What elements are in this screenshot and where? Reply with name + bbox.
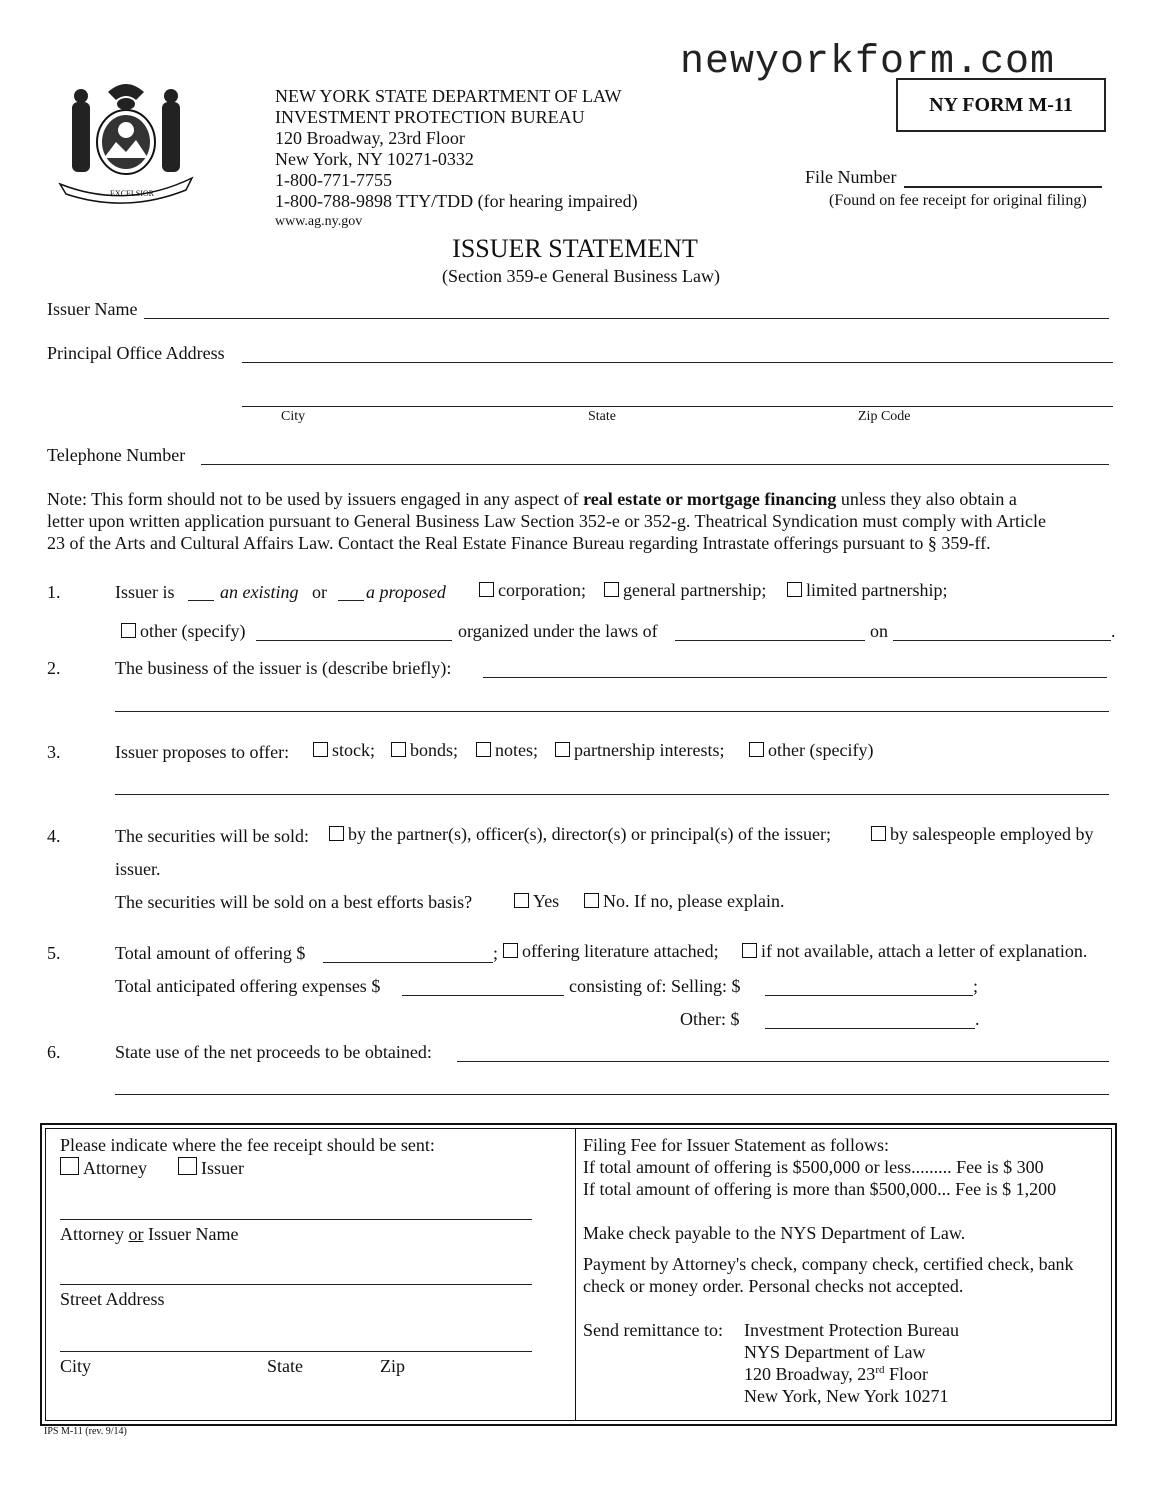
offer-label: Issuer proposes to offer:: [115, 742, 290, 762]
proceeds-label: State use of the net proceeds to be obtained:: [115, 1042, 432, 1062]
best-efforts-no-checkbox[interactable]: No. If no, please explain.: [584, 891, 784, 912]
other-type-input[interactable]: [256, 640, 452, 641]
best-efforts-label: The securities will be sold on a best efforts basis?: [115, 892, 473, 912]
receipt-prompt: Please indicate where the fee receipt should be sent:: [60, 1135, 435, 1155]
expenses-label: Total anticipated offering expenses $: [115, 976, 381, 996]
item-5-number: 5.: [47, 943, 61, 963]
checkbox-icon: [749, 742, 764, 757]
city-caption: City: [281, 409, 306, 424]
state-caption: State: [588, 409, 616, 424]
telephone-label: Telephone Number: [47, 445, 186, 465]
checkbox-icon: [871, 826, 886, 841]
stock-checkbox[interactable]: stock;: [313, 740, 375, 761]
ny-state-seal-icon: [56, 72, 196, 204]
fee-receipt-box-inner: [45, 1128, 1112, 1421]
seal-motto: EXCELSIOR: [110, 189, 154, 198]
laws-of-input[interactable]: [675, 640, 865, 641]
proposed-label: a proposed: [366, 582, 446, 602]
page-subtitle: (Section 359-e General Business Law): [442, 266, 720, 286]
item-2-number: 2.: [47, 658, 61, 678]
receipt-street-label: Street Address: [60, 1289, 165, 1309]
period: .: [1111, 621, 1116, 641]
period-2: .: [975, 1009, 980, 1029]
remit-addr-3: 120 Broadway, 23rd Floor: [744, 1364, 928, 1384]
organized-date-input[interactable]: [893, 640, 1111, 641]
zip-caption: Zip Code: [858, 409, 911, 424]
fee-receipt-box: [40, 1123, 1117, 1426]
existing-label: an existing: [220, 582, 299, 602]
business-input-1[interactable]: [483, 677, 1107, 678]
total-offering-label: Total amount of offering $: [115, 943, 306, 963]
best-efforts-yes-checkbox[interactable]: Yes: [514, 891, 559, 912]
other-security-input[interactable]: [115, 794, 1109, 795]
receipt-state-label: State: [267, 1356, 303, 1376]
sold-by-principals-checkbox[interactable]: by the partner(s), officer(s), director(s) or principal(s) of the issuer;: [329, 824, 831, 845]
receipt-city-label: City: [60, 1356, 92, 1376]
checkbox-icon: [60, 1157, 79, 1175]
payment-text-2: check or money order. Personal checks not accepted.: [583, 1276, 964, 1296]
box-divider: [575, 1129, 576, 1420]
literature-attached-checkbox[interactable]: offering literature attached;: [503, 941, 719, 962]
page-title: ISSUER STATEMENT: [452, 234, 698, 263]
checkbox-icon: [479, 582, 494, 597]
file-number-note: (Found on fee receipt for original filing): [829, 192, 1087, 209]
receipt-street-input[interactable]: [60, 1284, 532, 1285]
item-1-number: 1.: [47, 582, 61, 602]
agency-line1: NEW YORK STATE DEPARTMENT OF LAW: [275, 86, 622, 106]
agency-address2: New York, NY 10271-0332: [275, 149, 474, 169]
agency-phone: 1-800-771-7755: [275, 170, 392, 190]
corporation-checkbox[interactable]: corporation;: [479, 580, 586, 601]
file-number-label: File Number: [805, 167, 897, 187]
semicolon-2: ;: [973, 976, 979, 996]
checkbox-icon: [121, 623, 136, 638]
receipt-city-state-zip-input[interactable]: [60, 1351, 532, 1352]
remit-addr-4: New York, New York 10271: [744, 1386, 949, 1406]
notes-checkbox[interactable]: notes;: [476, 740, 538, 761]
proceeds-input-2[interactable]: [115, 1094, 1109, 1095]
letter-explanation-checkbox[interactable]: if not available, attach a letter of explanation.: [742, 941, 1087, 962]
checkbox-icon: [178, 1157, 197, 1175]
checkbox-icon: [503, 943, 518, 958]
checkbox-icon: [313, 742, 328, 757]
note-line3: 23 of the Arts and Cultural Affairs Law. Contact the Real Estate Finance Bureau regarding Intrastate offerings pursuant to § 359-ff.: [47, 533, 991, 553]
watermark: newyorkform.com: [680, 40, 1056, 85]
item-6-number: 6.: [47, 1042, 61, 1062]
or-label: or: [312, 582, 327, 602]
business-label: The business of the issuer is (describe briefly):: [115, 658, 452, 678]
organized-label: organized under the laws of: [458, 621, 658, 641]
partnership-interests-checkbox[interactable]: partnership interests;: [555, 740, 724, 761]
selling-input[interactable]: [765, 995, 973, 996]
selling-label: consisting of: Selling: $: [569, 976, 741, 996]
agency-line2: INVESTMENT PROTECTION BUREAU: [275, 107, 585, 127]
note-line1: Note: This form should not to be used by issuers engaged in any aspect of real estate or mortgage financing unless they also obtain a: [47, 489, 1017, 509]
other-security-checkbox[interactable]: other (specify): [749, 740, 873, 761]
other-expense-label: Other: $: [680, 1009, 740, 1029]
sold-by-salespeople-checkbox[interactable]: by salespeople employed by: [871, 824, 1093, 845]
city-state-zip-input[interactable]: [242, 406, 1113, 407]
checkbox-icon: [476, 742, 491, 757]
remittance-label: Send remittance to:: [583, 1320, 723, 1340]
item-3-number: 3.: [47, 742, 61, 762]
checkbox-icon: [555, 742, 570, 757]
expenses-input[interactable]: [402, 995, 564, 996]
checkbox-icon: [787, 582, 802, 597]
checkbox-icon: [391, 742, 406, 757]
item-1-prefix: Issuer is: [115, 582, 175, 602]
total-offering-input[interactable]: [323, 962, 493, 963]
footer-revision: IPS M-11 (rev. 9/14): [44, 1426, 127, 1437]
principal-office-label: Principal Office Address: [47, 343, 225, 363]
note-line2: letter upon written application pursuant to General Business Law Section 352-e or 352-g. Theatrical Syndication must comply with Article: [47, 511, 1046, 531]
other-type-checkbox[interactable]: other (specify): [121, 621, 245, 642]
general-partnership-checkbox[interactable]: general partnership;: [604, 580, 766, 601]
bonds-checkbox[interactable]: bonds;: [391, 740, 458, 761]
other-expense-input[interactable]: [765, 1028, 975, 1029]
payment-text-1: Payment by Attorney's check, company check, certified check, bank: [583, 1254, 1074, 1274]
proposed-blank[interactable]: [338, 600, 364, 601]
telephone-input[interactable]: [201, 464, 1109, 465]
item-4-number: 4.: [47, 826, 61, 846]
remit-addr-2: NYS Department of Law: [744, 1342, 926, 1362]
on-label: on: [870, 621, 888, 641]
file-number-input[interactable]: [904, 186, 1102, 188]
business-input-2[interactable]: [115, 711, 1109, 712]
checkbox-icon: [329, 826, 344, 841]
fee-line-1: If total amount of offering is $500,000 or less......... Fee is $ 300: [583, 1157, 1044, 1177]
agency-tty: 1-800-788-9898 TTY/TDD (for hearing impaired): [275, 191, 638, 211]
principal-office-input[interactable]: [242, 362, 1113, 363]
receipt-zip-label: Zip: [380, 1356, 405, 1376]
receipt-name-label: Attorney or Issuer Name: [60, 1224, 239, 1244]
proceeds-input-1[interactable]: [457, 1061, 1109, 1062]
issuer-name-input[interactable]: [144, 318, 1109, 319]
checkbox-icon: [604, 582, 619, 597]
checkbox-icon: [514, 893, 529, 908]
existing-blank[interactable]: [188, 600, 214, 601]
issuer-word: issuer.: [115, 859, 161, 879]
fee-heading: Filing Fee for Issuer Statement as follows:: [583, 1135, 889, 1155]
issuer-name-label: Issuer Name: [47, 299, 138, 319]
checkbox-icon: [742, 943, 757, 958]
agency-web: www.ag.ny.gov: [275, 214, 363, 229]
sold-by-label: The securities will be sold:: [115, 826, 309, 846]
semicolon: ;: [493, 943, 499, 963]
receipt-name-input[interactable]: [60, 1219, 532, 1220]
agency-address1: 120 Broadway, 23rd Floor: [275, 128, 465, 148]
limited-partnership-checkbox[interactable]: limited partnership;: [787, 580, 947, 601]
checkbox-icon: [584, 893, 599, 908]
form-id-box: NY FORM M-11: [896, 78, 1106, 132]
receipt-attorney-checkbox[interactable]: Attorney: [60, 1157, 147, 1179]
remit-addr-1: Investment Protection Bureau: [744, 1320, 959, 1340]
fee-line-2: If total amount of offering is more than $500,000... Fee is $ 1,200: [583, 1179, 1057, 1199]
receipt-issuer-checkbox[interactable]: Issuer: [178, 1157, 244, 1179]
payable-text: Make check payable to the NYS Department of Law.: [583, 1223, 966, 1243]
